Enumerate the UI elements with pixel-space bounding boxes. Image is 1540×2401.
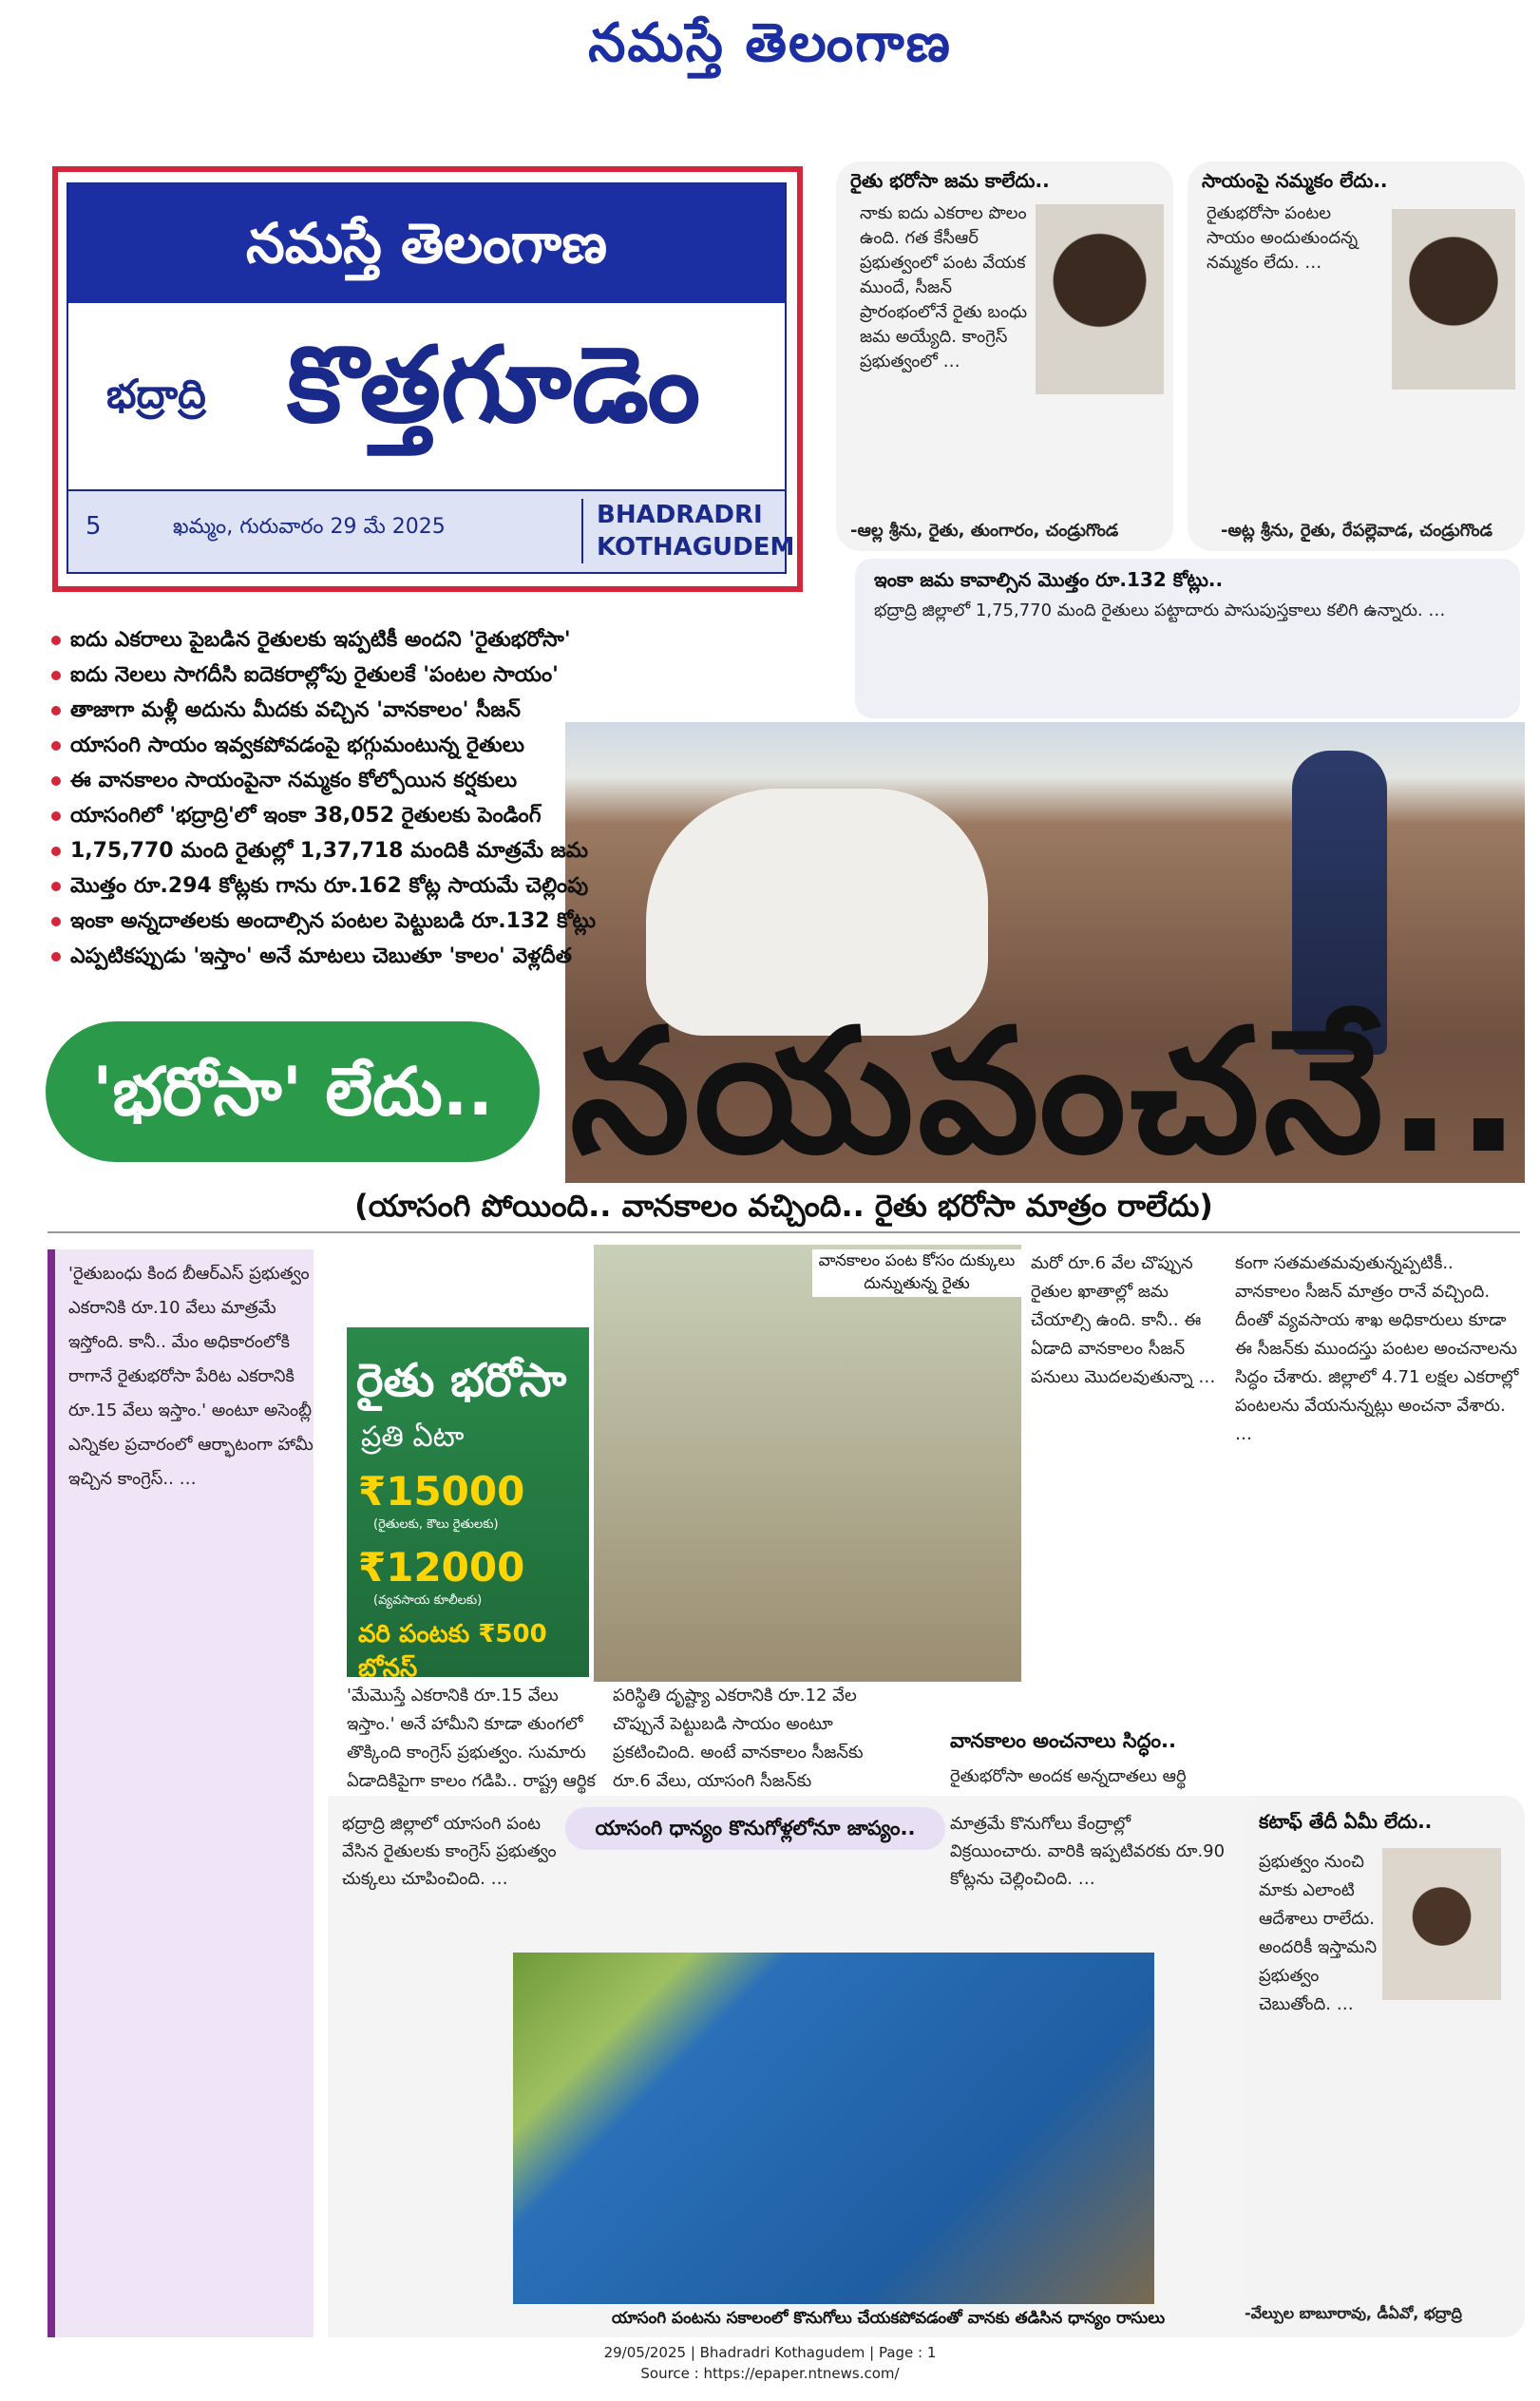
ad-amount-1-note: (రైతులకు, కౌలు రైతులకు) bbox=[373, 1517, 499, 1532]
highlight-item: ఐదు నెలలు సాగదీసి ఐదెకరాల్లోపు రైతులకే 'పంటల సాయం' bbox=[48, 657, 665, 693]
grain-tarp-photo bbox=[513, 1953, 1154, 2304]
forecast-text: రైతుభరోసా అందక అన్నదాతలు ఆర్థి bbox=[950, 1766, 1187, 1786]
cutoff-text: ప్రభుత్వం నుంచి మాకు ఎలాంటి ఆదేశాలు రాలేదు. అందరికీ ఇస్తామని ప్రభుత్వం చెబుతోంది. … bbox=[1259, 1852, 1378, 2014]
main-headline: నయవంచనే.. bbox=[570, 993, 1525, 1191]
highlight-item: ఈ వానకాలం సాయంపైనా నమ్మకం కోల్పోయిన కర్షకులు bbox=[48, 763, 665, 798]
logo-prefix: భద్రాద్రి bbox=[106, 371, 206, 417]
highlight-item: యాసంగిలో 'భద్రాద్రి'లో ఇంకా 38,052 రైతులకు పెండింగ్ bbox=[48, 798, 665, 833]
highlight-item: తాజాగా మళ్లీ అదును మీదకు వచ్చిన 'వానకాలం' సీజన్ bbox=[48, 693, 665, 728]
profile-1-title: రైతు భరోసా జమ కాలేదు.. bbox=[850, 169, 1050, 192]
article-mid-2: పరిస్థితి దృష్ట్యా ఎకరానికి రూ.12 వేల చొప్పునే పెట్టుబడి సాయం అంటూ ప్రకటించింది. అంటే వానకాలం సీజన్‌కు రూ.6 వేలు, యాసంగి సీజన్‌కు bbox=[613, 1686, 864, 1791]
profile-2-text: రైతుభరోసా పంటల సాయం అందుతుందన్న నమ్మకం లేదు. … bbox=[1207, 203, 1359, 273]
logo-title bbox=[68, 304, 785, 485]
grain-text-right: మాత్రమే కొనుగోలు కేంద్రాల్లో విక్రయించారు. వారికి ఇప్పటివరకు రూ.90 కోట్లను చెల్లించింది. … bbox=[950, 1814, 1226, 1889]
grain-photo-caption: యాసంగి పంటను సకాలంలో కొనుగోలు చేయకపోవడంతో వానకు తడిసిన ధాన్యం రాసులు bbox=[611, 2309, 1166, 2328]
ad-title: రైతు భరోసా bbox=[356, 1354, 567, 1407]
profile-2-title: సాయంపై నమ్మకం లేదు.. bbox=[1202, 169, 1388, 192]
footer-edition: 29/05/2025 | Bhadradri Kothagudem | Page : 1 bbox=[603, 2344, 937, 2361]
highlights-list bbox=[48, 622, 665, 974]
profile-1-text: నాకు ఐదు ఎకరాల పొలం ఉంది. గత కేసీఆర్ ప్రభుత్వంలో పంట వేయక ముందే, సీజన్ ప్రారంభంలోనే రైతు బంధు జమ అయ్యేది. కాంగ్రెస్ ప్రభుత్వంలో … bbox=[860, 203, 1028, 372]
highlight-item: ఇంకా అన్నదాతలకు అందాల్సిన పంటల పెట్టుబడి రూ.132 కోట్లు bbox=[48, 904, 665, 939]
farmer-photo-2 bbox=[1392, 209, 1515, 390]
article-column-3: మరో రూ.6 వేల చొప్పున రైతుల ఖాతాల్లో జమ చేయాల్సి ఉంది. కానీ.. ఈ ఏడాది వానకాలం సీజన్ పనులు మొదలవుతున్నా … bbox=[1031, 1253, 1216, 1387]
official-photo bbox=[1382, 1848, 1501, 2000]
article-mid-1: 'మేమొస్తే ఎకరానికి రూ.15 వేలు ఇస్తాం.' అనే హామీని కూడా తుంగలో తొక్కింది కాంగ్రెస్ ప్రభుత్వం. సుమారు ఏడాదికిపైగా కాలం గడిపి.. రాష్ట్ర ఆర్థిక bbox=[347, 1686, 596, 1791]
farmer-photo-1 bbox=[1036, 204, 1164, 394]
profile-2-byline: -అట్ల శ్రీను, రైతు, రేపల్లెవాడ, చండ్రుగొండ bbox=[1221, 521, 1493, 541]
logo-dateline bbox=[68, 489, 795, 572]
grain-text-left: భద్రాద్రి జిల్లాలో యాసంగి పంట వేసిన రైతులకు కాంగ్రెస్ ప్రభుత్వం చుక్కలు చూపించింది. … bbox=[342, 1814, 557, 1889]
ad-bonus: వరి పంటకు ₹500 బోనస్ bbox=[358, 1620, 547, 1683]
logo-brand: నమస్తే తెలంగాణ bbox=[68, 184, 785, 303]
edition-location: BHADRADRI KOTHAGUDEM bbox=[581, 499, 794, 563]
ad-amount-2-note: (వ్యవసాయ కూలీలకు) bbox=[373, 1593, 483, 1608]
tractor-caption: వానకాలం పంట కోసం దుక్కులు దున్నుతున్న రైతు bbox=[812, 1249, 1021, 1297]
highlight-item: ఐదు ఎకరాలు పైబడిన రైతులకు ఇప్పటికీ అందని 'రైతుభరోసా' bbox=[48, 622, 665, 657]
page-number: 5 bbox=[86, 512, 102, 541]
tractor-photo bbox=[594, 1245, 1021, 1682]
pending-amount-text: భద్రాద్రి జిల్లాలో 1,75,770 మంది రైతులు పట్టాదారు పాసుపుస్తకాలు కలిగి ఉన్నారు. … bbox=[874, 600, 1446, 620]
rythu-bharosa-ad bbox=[347, 1240, 589, 1683]
highlight-item: 1,75,770 మంది రైతుల్లో 1,37,718 మందికి మాత్రమే జమ bbox=[48, 833, 665, 868]
masthead: నమస్తే తెలంగాణ bbox=[588, 11, 952, 74]
ad-amount-1: ₹15000 bbox=[358, 1468, 525, 1515]
article-column-4: కంగా సతమతమవుతున్నప్పటికీ.. వానకాలం సీజన్ మాత్రం రానే వచ్చింది. దీంతో వ్యవసాయ శాఖ అధికారులు కూడా ఈ సీజన్‌కు ముందస్తు పంటల అంచనాలను సిద్ధం చేశారు. జిల్లాలో 4.71 లక్షల ఎకరాల్లో పంటలను వేయనున్నట్లు అంచనా వేశారు. … bbox=[1235, 1253, 1519, 1444]
pending-amount-box bbox=[855, 559, 1520, 718]
lead-article-text: 'రైతుబంధు కింద బీఆర్ఎస్ ప్రభుత్వం ఎకరానికి రూ.10 వేలు మాత్రమే ఇస్తోంది. కానీ.. మేం అధికారంలోకి రాగానే రైతుభరోసా పేరిట ఎకరానికి రూ.15 వేలు ఇస్తాం.' అంటూ అసెంబ్లీ ఎన్నికల ప్రచారంలో ఆర్భాటంగా హామీ ఇచ్చిన కాంగ్రెస్.. … bbox=[68, 1264, 314, 1489]
ad-amount-2: ₹12000 bbox=[358, 1544, 525, 1591]
highlight-item: మొత్తం రూ.294 కోట్లకు గాను రూ.162 కోట్ల సాయమే చెల్లింపు bbox=[48, 868, 665, 904]
footer-source: Source : https://epaper.ntnews.com/ bbox=[640, 2365, 900, 2382]
profile-1-byline: -ఆల్ల శ్రీను, రైతు, తుంగారం, చండ్రుగొండ bbox=[850, 521, 1119, 541]
logo-district: కొత్తగూడెం bbox=[287, 323, 701, 446]
highlight-item: ఎప్పటికప్పుడు 'ఇస్తాం' అనే మాటలు చెబుతూ 'కాలం' వెళ్లదీత bbox=[48, 939, 665, 974]
bharosa-badge: 'భరోసా' లేదు.. bbox=[46, 1021, 540, 1162]
sub-headline: (యాసంగి పోయింది.. వానకాలం వచ్చింది.. రైతు భరోసా మాత్రం రాలేదు) bbox=[48, 1178, 1520, 1233]
cutoff-title: కటాఫ్ తేదీ ఏమీ లేదు.. bbox=[1259, 1810, 1433, 1833]
ad-subtitle: ప్రతి ఏటా bbox=[361, 1420, 465, 1454]
cutoff-byline: -వేల్పుల బాబూరావు, డీఏవో, భద్రాద్రి bbox=[1245, 2304, 1462, 2322]
highlight-item: యాసంగి సాయం ఇవ్వకపోవడంపై భగ్గుమంటున్న రైతులు bbox=[48, 728, 665, 763]
grain-headline: యాసంగి ధాన్యం కొనుగోళ్లలోనూ జాప్యం.. bbox=[565, 1807, 945, 1850]
pending-amount-title: ఇంకా జమ కావాల్సిన మొత్తం రూ.132 కోట్లు.. bbox=[874, 568, 1224, 591]
page-footer bbox=[0, 2342, 1540, 2384]
issue-date: ఖమ్మం, గురువారం 29 మే 2025 bbox=[173, 515, 446, 539]
lead-article bbox=[48, 1249, 314, 2337]
forecast-subhead: వానకాలం అంచనాలు సిద్ధం.. bbox=[950, 1729, 1177, 1752]
